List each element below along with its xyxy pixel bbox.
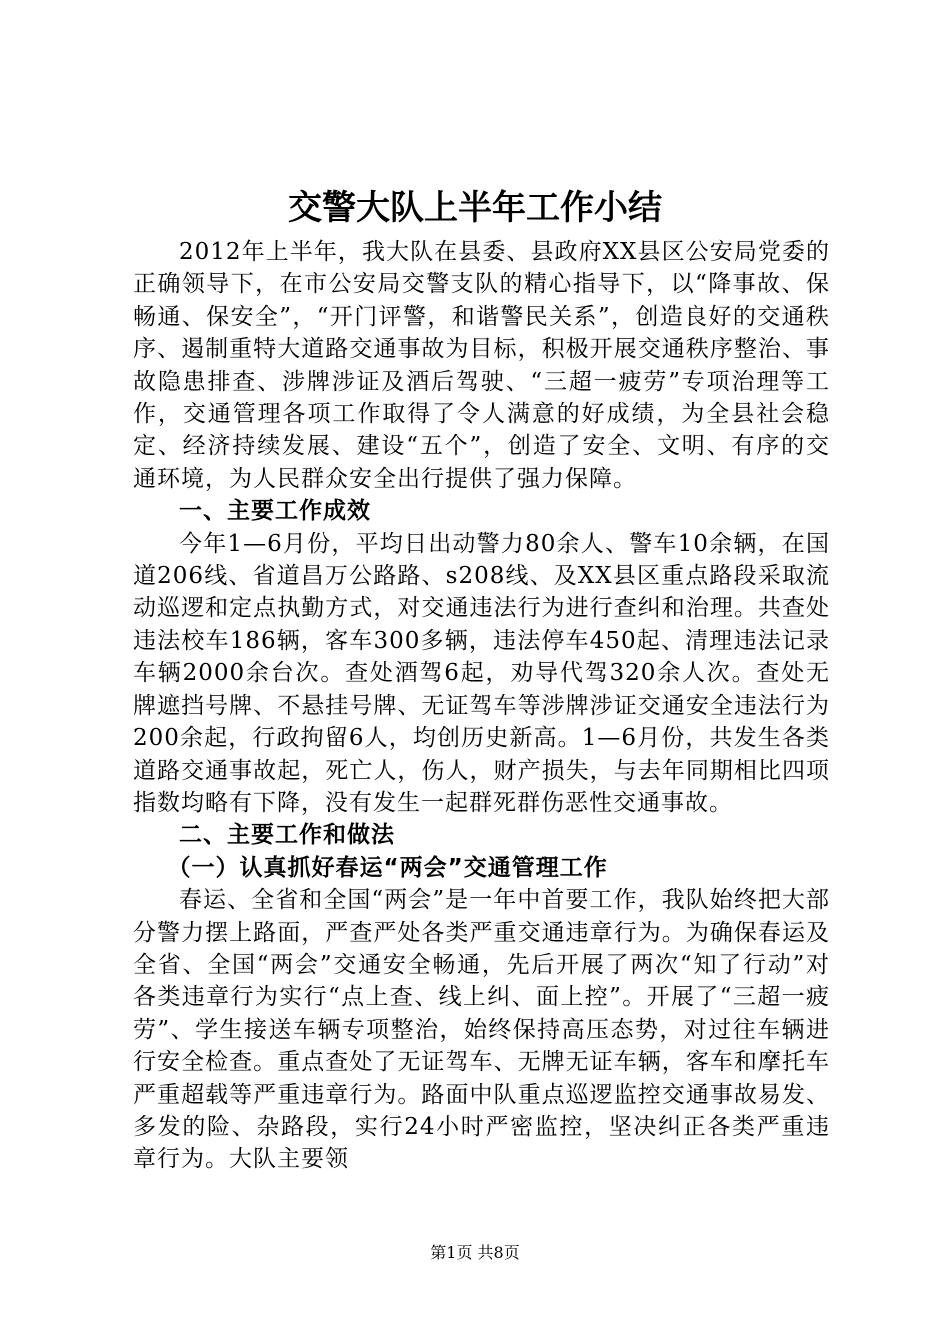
intro-paragraph: 2012年上半年，我大队在县委、县政府XX县区公安局党委的正确领导下，在市公安局交警支队的精心指导下，以“降事故、保畅通、保安全”，“开门评警，和谐警民关系”，创造良好的交通秩序、遏制重特大道路交通事故为目标，积极开展交通秩序整治、事故隐患排查、涉牌涉证及酒后驾驶、“三超一疲劳”专项治理等工作，交通管理各项工作取得了令人满意的好成绩，为全县社会稳定、经济持续发展、建设“五个”，创造了安全、文明、有序的交通环境，为人民群众安全出行提供了强力保障。 [133, 239, 830, 492]
document-body [133, 236, 830, 1176]
section-1-paragraph: 今年1—6月份，平均日出动警力80余人、警车10余辆，在国道206线、省道昌万公路路、s208线、及XX县区重点路段采取流动巡逻和定点执勤方式，对交通违法行为进行查纠和治理。共查处违法校车186辆，客车300多辆，违法停车450起、清理违法记录车辆2000余台次。查处酒驾6起，劝导代驾320余人次。查处无牌遮挡号牌、不悬挂号牌、无证驾车等涉牌涉证交通安全违法行为200余起，行政拘留6人，均创历史新高。1—6月份，共发生各类道路交通事故起，死亡人，伤人，财产损失，与去年同期相比四项指数均略有下降，没有发生一起群死群伤恶性交通事故。 [133, 530, 830, 816]
subsection-heading-1: （一）认真抓好春运“两会”交通管理工作 [167, 854, 608, 881]
document-title: 交警大队上半年工作小结 [288, 188, 662, 228]
section-heading-2: 二、主要工作和做法 [179, 822, 395, 849]
page-number-footer: 第1页 共8页 [430, 1243, 520, 1262]
subsection-1-paragraph: 春运、全省和全国“两会”是一年中首要工作，我队始终把大部分警力摆上路面，严查严处各类严重交通违章行为。为确保春运及全省、全国“两会”交通安全畅通，先后开展了两次“知了行动”对各类违章行为实行“点上查、线上纠、面上控”。开展了“三超一疲劳”、学生接送车辆专项整治，始终保持高压态势，对过往车辆进行安全检查。重点查处了无证驾车、无牌无证车辆，客车和摩托车严重超载等严重违章行为。路面中队重点巡逻监控交通事故易发、多发的险、杂路段，实行24小时严密监控，坚决纠正各类严重违章行为。大队主要领 [133, 887, 830, 1173]
section-heading-1: 一、主要工作成效 [179, 498, 371, 525]
